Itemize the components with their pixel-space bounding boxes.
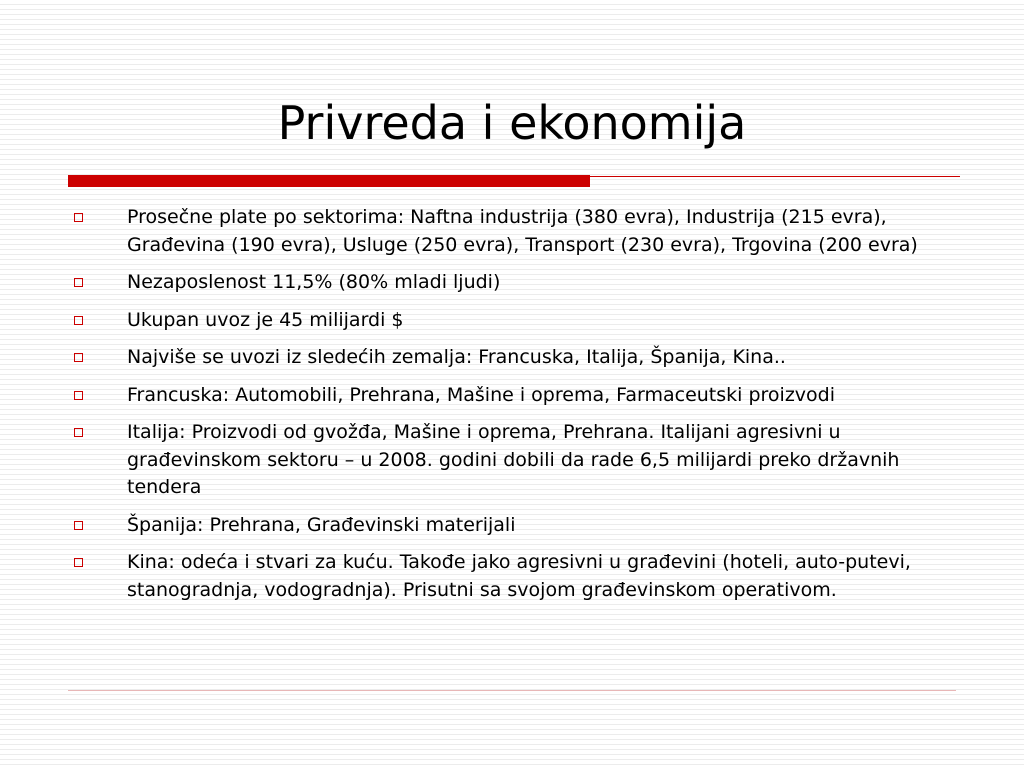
bullet-item [74,307,954,335]
bullet-text: Ukupan uvoz je 45 milijardi $ [127,308,404,331]
bullet-text: Kina: odeća i stvari za kuću. Takođe jako agresivni u građevini (hoteli, auto-putevi, stanogradnja, vodogradnja). Prisutni sa svojom građevinskom operativom. [127,551,911,601]
hollow-square-icon [74,521,83,530]
bullet-item [74,382,954,410]
bullet-text: Španija: Prehrana, Građevinski materijali [127,513,516,536]
footer-divider [68,690,956,691]
bullet-text: Prosečne plate po sektorima: Naftna industrija (380 evra), Industrija (215 evra), Građevina (190 evra), Usluge (250 evra), Transport (230 evra), Trgovina (200 evra) [127,206,918,256]
bullet-item [74,269,954,297]
bullet-item [74,549,954,604]
slide-title: Privreda i ekonomija [277,96,747,150]
hollow-square-icon [74,428,83,437]
bullet-text: Nezaposlenost 11,5% (80% mladi ljudi) [127,271,501,293]
hollow-square-icon [74,353,83,362]
hollow-square-icon [74,316,83,325]
bullet-item [74,419,954,502]
hollow-square-icon [74,278,83,287]
bullet-item [74,204,954,259]
hollow-square-icon [74,213,83,222]
hollow-square-icon [74,558,83,567]
title-underline-bar [68,175,590,187]
bullet-text: Italija: Proizvodi od gvožđa, Mašine i oprema, Prehrana. Italijani agresivni u građevinskom sektoru – u 2008. godini dobili da rade 6,5 milijardi preko državnih tendera [127,421,900,498]
title-underline-rule [590,176,960,177]
bullet-item [74,344,954,372]
hollow-square-icon [74,391,83,400]
bullet-list [74,204,954,614]
bullet-text: Najviše se uvozi iz sledećih zemalja: Francuska, Italija, Španija, Kina.. [127,346,786,368]
bullet-text: Francuska: Automobili, Prehrana, Mašine i oprema, Farmaceutski proizvodi [127,383,836,406]
bullet-item [74,512,954,540]
